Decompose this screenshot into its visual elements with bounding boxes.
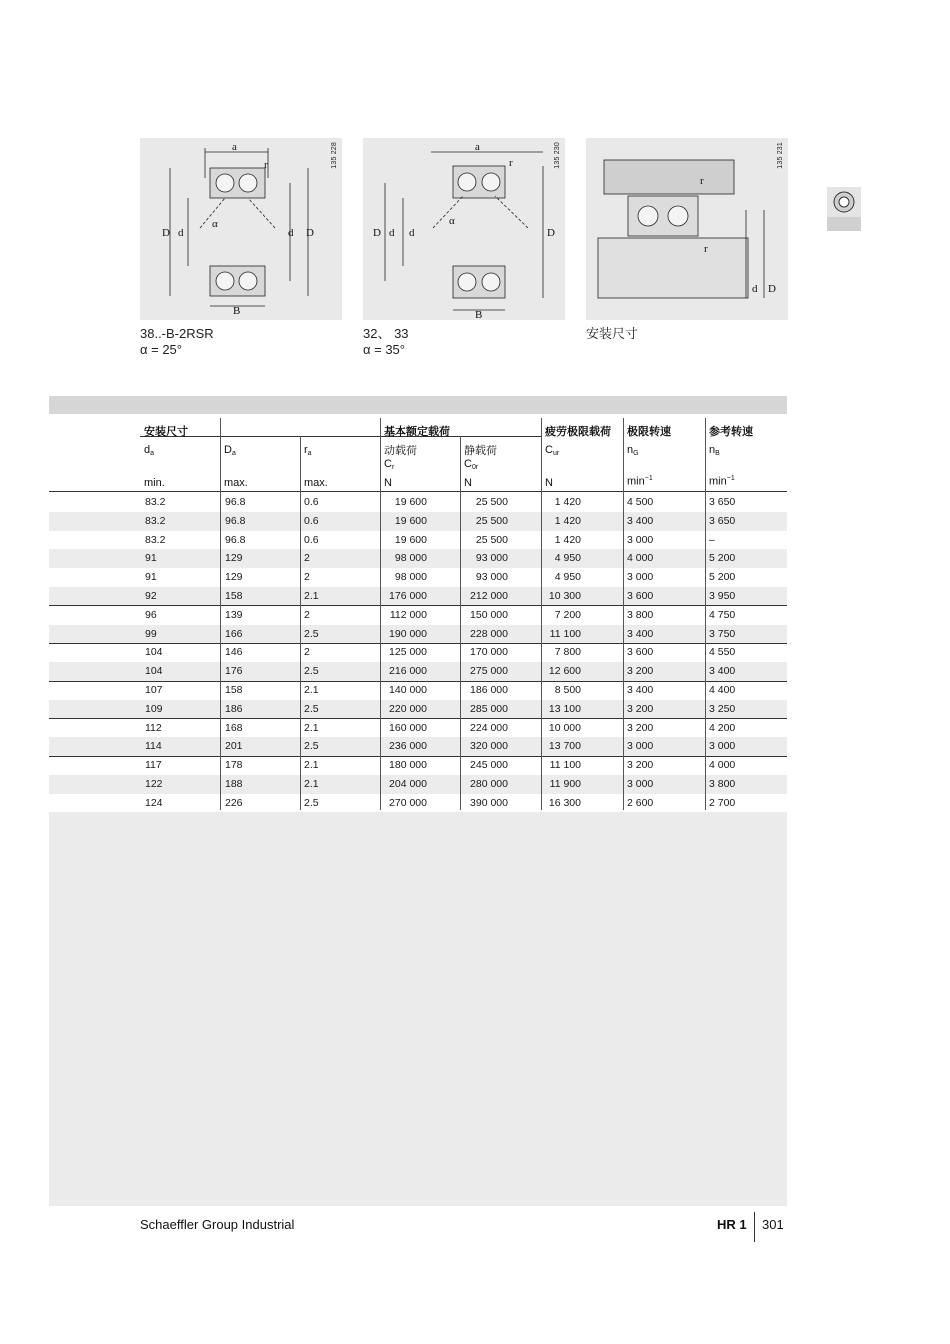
cell-cur: 1 420 xyxy=(554,496,581,508)
figure-code: 135 231 xyxy=(777,142,784,169)
cell-da: 107 xyxy=(145,684,163,696)
cell-cur: 7 800 xyxy=(554,646,581,659)
cell-da: 112 xyxy=(145,721,162,734)
cell-da: 124 xyxy=(145,796,163,809)
table-row xyxy=(49,662,787,681)
caption-type: 32、 33 xyxy=(363,326,409,341)
cell-cr: 236 000 xyxy=(389,740,427,753)
col-divider xyxy=(220,418,221,810)
col-divider xyxy=(300,436,301,810)
cell-ra: 2 xyxy=(304,571,310,584)
cell-da: 83.2 xyxy=(145,514,166,527)
cell-da: 122 xyxy=(145,778,163,790)
cell-cur: 11 100 xyxy=(549,759,581,772)
col-divider xyxy=(541,418,542,810)
table-row xyxy=(49,756,787,775)
col-ra: $r_a$ xyxy=(304,444,312,457)
cell-c0r: 170 000 xyxy=(470,646,508,659)
cell-nb: 3 000 xyxy=(709,740,736,753)
page-number: 301 xyxy=(762,1217,784,1232)
cell-cr: 176 000 xyxy=(389,590,427,602)
label-ra-top: r xyxy=(700,175,704,187)
mounting-section-svg xyxy=(586,138,788,320)
cell-ng: 3 200 xyxy=(627,702,654,715)
cell-cr: 140 000 xyxy=(389,684,427,696)
unit-ra: max. xyxy=(304,477,328,489)
cell-nb: 5 200 xyxy=(709,552,736,565)
cell-nb: 4 400 xyxy=(709,684,736,696)
col-da: $d_a$ xyxy=(144,444,155,457)
cell-da: 83.2 xyxy=(145,496,166,508)
cell-ng: 4 000 xyxy=(627,552,654,565)
cell-cur: 13 100 xyxy=(548,702,581,715)
cell-c0r: 245 000 xyxy=(470,759,508,772)
header-basic-load: 基本额定载荷 xyxy=(384,426,450,438)
col-divider xyxy=(705,418,706,810)
cell-nb: 4 000 xyxy=(709,759,736,772)
table-header xyxy=(49,418,787,492)
cell-ng: 2 600 xyxy=(627,796,654,809)
label-alpha: α xyxy=(212,218,218,230)
mounting-drawing xyxy=(586,138,788,320)
cell-cr: 125 000 xyxy=(389,646,427,659)
cell-Da: 129 xyxy=(225,571,243,584)
table-row xyxy=(49,719,787,738)
cell-ng: 3 000 xyxy=(627,778,654,790)
cell-ng: 3 200 xyxy=(627,665,654,678)
label-D: D xyxy=(547,227,555,239)
label-D2: D xyxy=(306,227,314,239)
table-row xyxy=(49,568,787,587)
cell-ng: 3 400 xyxy=(627,684,654,696)
caption-angle: α = 35° xyxy=(363,342,405,357)
header-limit-speed: 极限转速 xyxy=(627,426,671,438)
cell-ng: 3 400 xyxy=(627,514,654,527)
unit-cur: N xyxy=(545,477,553,489)
col-divider xyxy=(460,436,461,810)
table-row xyxy=(49,700,787,719)
cell-ra: 2.5 xyxy=(304,627,319,640)
label-d: d xyxy=(178,227,184,239)
cell-da: 104 xyxy=(145,665,163,678)
label-D: D xyxy=(162,227,170,239)
col-divider xyxy=(380,418,381,810)
cell-c0r: 212 000 xyxy=(470,590,508,602)
table-row xyxy=(49,512,787,531)
cell-ra: 2.5 xyxy=(304,702,319,715)
cell-nb: 3 800 xyxy=(709,778,736,790)
cell-cur: 7 200 xyxy=(554,608,581,621)
cell-ng: 3 800 xyxy=(627,608,654,621)
header-fatigue-load: 疲劳极限载荷 xyxy=(545,426,611,438)
cell-cur: 4 950 xyxy=(554,571,581,584)
cell-da: 92 xyxy=(145,590,157,602)
cell-ra: 2 xyxy=(304,608,310,621)
label-B: B xyxy=(475,309,483,320)
label-d1: d xyxy=(288,227,294,239)
cell-cr: 180 000 xyxy=(389,759,427,772)
cell-ra: 2.1 xyxy=(304,721,319,734)
cell-nb: 3 750 xyxy=(709,627,736,640)
cell-cr: 112 000 xyxy=(389,608,427,621)
cell-cr: 98 000 xyxy=(394,552,427,565)
cell-Da: 146 xyxy=(225,646,243,659)
cell-nb: 3 650 xyxy=(709,514,736,527)
cell-c0r: 93 000 xyxy=(475,552,508,565)
cell-ra: 0.6 xyxy=(304,514,319,527)
cell-Da: 158 xyxy=(225,590,243,602)
cell-Da: 201 xyxy=(225,740,243,753)
col-cur: $C_{ur}$ xyxy=(545,444,560,457)
cell-ng: 3 400 xyxy=(627,627,654,640)
table-row xyxy=(49,549,787,568)
cell-ra: 0.6 xyxy=(304,533,319,546)
cell-nb: 5 200 xyxy=(709,571,736,584)
cell-c0r: 150 000 xyxy=(470,608,508,621)
section-tab-thumbnail[interactable] xyxy=(827,187,861,231)
cell-nb: 3 250 xyxy=(709,702,736,715)
footer-separator xyxy=(754,1212,755,1242)
cell-cur: 12 600 xyxy=(548,665,581,678)
cell-ng: 3 200 xyxy=(627,759,654,772)
cell-nb: 3 950 xyxy=(709,590,736,602)
table-row xyxy=(49,606,787,625)
caption-mounting: 安装尺寸 xyxy=(586,326,639,341)
label-D1: D xyxy=(373,227,381,239)
cell-cur: 8 500 xyxy=(554,684,581,696)
cell-cr: 216 000 xyxy=(389,665,427,678)
cell-ra: 2 xyxy=(304,552,310,565)
table-row xyxy=(49,531,787,550)
unit-Da: max. xyxy=(224,477,248,489)
cell-ra: 2.1 xyxy=(304,759,319,772)
header-mount: 安装尺寸 xyxy=(144,426,188,438)
cell-ra: 2.5 xyxy=(304,740,319,753)
cell-ng: 3 200 xyxy=(627,721,654,734)
cell-cr: 220 000 xyxy=(389,702,427,715)
cell-cur: 13 700 xyxy=(548,740,581,753)
cell-Da: 96.8 xyxy=(225,533,246,546)
cell-cr: 19 600 xyxy=(394,514,427,527)
cell-Da: 188 xyxy=(225,778,243,790)
cell-cr: 19 600 xyxy=(394,533,427,546)
cell-c0r: 224 000 xyxy=(470,721,508,734)
cell-cur: 11 100 xyxy=(549,627,581,640)
unit-dynamic: N xyxy=(384,477,392,489)
cell-nb: 4 750 xyxy=(709,608,736,621)
cell-Da: 158 xyxy=(225,684,243,696)
cell-c0r: 390 000 xyxy=(470,796,508,809)
table-top-band xyxy=(49,396,787,414)
figure-caption-1 xyxy=(140,326,214,358)
cell-cur: 4 950 xyxy=(554,552,581,565)
bearing-thumbnail-icon xyxy=(827,187,861,231)
cell-cr: 19 600 xyxy=(394,496,427,508)
cell-da: 99 xyxy=(145,627,157,640)
bearing-drawing-38b2rsr xyxy=(140,138,342,320)
label-d: d xyxy=(409,227,415,239)
cell-ng: 3 000 xyxy=(627,533,654,546)
table-row xyxy=(49,775,787,794)
cell-ra: 2.1 xyxy=(304,778,319,790)
cell-da: 109 xyxy=(145,702,163,715)
cell-c0r: 275 000 xyxy=(470,665,508,678)
cell-nb: 3 650 xyxy=(709,496,736,508)
bearing-drawing-32-33 xyxy=(363,138,565,320)
bearing-section-svg xyxy=(140,138,342,320)
cell-c0r: 285 000 xyxy=(470,702,508,715)
label-r: r xyxy=(264,159,268,171)
cell-cur: 1 420 xyxy=(554,514,581,527)
cell-ng: 3 600 xyxy=(627,590,654,602)
cell-nb: – xyxy=(709,533,715,546)
cell-c0r: 228 000 xyxy=(470,627,508,640)
col-ng: $n_G$ xyxy=(627,444,639,457)
label-alpha: α xyxy=(449,215,455,227)
cell-nb: 4 550 xyxy=(709,646,736,659)
cell-nb: 4 200 xyxy=(709,721,736,734)
cell-cur: 10 000 xyxy=(548,721,581,734)
cell-ng: 3 000 xyxy=(627,740,654,753)
cell-Da: 96.8 xyxy=(225,514,246,527)
label-B: B xyxy=(233,305,241,317)
cell-ra: 0.6 xyxy=(304,496,319,508)
cell-Da: 176 xyxy=(225,665,243,678)
cell-Da: 139 xyxy=(225,608,243,621)
label-Da: D xyxy=(768,283,776,295)
cell-ra: 2 xyxy=(304,646,310,659)
cell-Da: 226 xyxy=(225,796,243,809)
col-dynamic: 动载荷 $C_r$ xyxy=(384,445,417,471)
col-divider xyxy=(623,418,624,810)
cell-cr: 190 000 xyxy=(389,627,427,640)
cell-c0r: 25 500 xyxy=(475,496,508,508)
cell-Da: 129 xyxy=(225,552,243,565)
cell-da: 104 xyxy=(145,646,163,659)
header-bottom-rule xyxy=(49,491,787,492)
empty-table-area xyxy=(49,812,787,1206)
cell-da: 83.2 xyxy=(145,533,166,546)
header-ref-speed: 参考转速 xyxy=(709,426,753,438)
label-ra-bottom: r xyxy=(704,243,708,255)
label-da: d xyxy=(752,283,758,295)
cell-cr: 160 000 xyxy=(389,721,427,734)
table-row xyxy=(49,681,787,700)
cell-da: 91 xyxy=(145,552,157,565)
cell-cur: 11 900 xyxy=(549,778,581,790)
figure-caption-2 xyxy=(363,326,409,358)
cell-Da: 186 xyxy=(225,702,243,715)
cell-cr: 98 000 xyxy=(394,571,427,584)
cell-Da: 96.8 xyxy=(225,496,246,508)
cell-ng: 4 500 xyxy=(627,496,654,508)
figure-caption-3 xyxy=(586,326,638,342)
cell-cur: 16 300 xyxy=(548,796,581,809)
footer-catalog: HR 1 xyxy=(717,1217,747,1232)
cell-nb: 2 700 xyxy=(709,796,736,809)
cell-c0r: 25 500 xyxy=(475,514,508,527)
cell-ng: 3 000 xyxy=(627,571,654,584)
cell-cr: 204 000 xyxy=(389,778,427,790)
cell-cur: 10 300 xyxy=(548,590,581,602)
cell-da: 96 xyxy=(145,608,157,621)
label-a: a xyxy=(475,141,480,153)
unit-da: min. xyxy=(144,477,165,489)
caption-angle: α = 25° xyxy=(140,342,182,357)
unit-nb: $\min^{-1}$ xyxy=(709,475,735,488)
table-row xyxy=(49,643,787,662)
unit-ng: $\min^{-1}$ xyxy=(627,475,653,488)
cell-nb: 3 400 xyxy=(709,665,736,678)
cell-c0r: 186 000 xyxy=(470,684,508,696)
table-row xyxy=(49,625,787,644)
label-r: r xyxy=(509,157,513,169)
col-Da: $D_a$ xyxy=(224,444,236,457)
table-row xyxy=(49,794,787,813)
table-row xyxy=(49,587,787,606)
cell-da: 117 xyxy=(145,759,162,772)
cell-ra: 2.5 xyxy=(304,796,319,809)
cell-ra: 2.1 xyxy=(304,590,319,602)
cell-c0r: 320 000 xyxy=(470,740,508,753)
cell-ra: 2.5 xyxy=(304,665,319,678)
label-d1: d xyxy=(389,227,395,239)
cell-da: 91 xyxy=(145,571,157,584)
unit-static: N xyxy=(464,477,472,489)
cell-ra: 2.1 xyxy=(304,684,319,696)
cell-Da: 178 xyxy=(225,759,243,772)
figure-code: 135 228 xyxy=(331,142,338,169)
cell-c0r: 25 500 xyxy=(475,533,508,546)
cell-da: 114 xyxy=(145,740,162,753)
cell-Da: 166 xyxy=(225,627,243,640)
table-row xyxy=(49,493,787,512)
figure-code: 135 230 xyxy=(554,142,561,169)
cell-ng: 3 600 xyxy=(627,646,654,659)
cell-Da: 168 xyxy=(225,721,243,734)
cell-c0r: 93 000 xyxy=(475,571,508,584)
cell-c0r: 280 000 xyxy=(470,778,508,790)
col-nb: $n_B$ xyxy=(709,444,720,457)
label-a: a xyxy=(232,141,237,153)
col-static: 静载荷 $C_{0r}$ xyxy=(464,445,497,471)
caption-type: 38..-B-2RSR xyxy=(140,326,214,341)
footer-company: Schaeffler Group Industrial xyxy=(140,1217,295,1232)
bearing-section-svg xyxy=(363,138,565,320)
cell-cur: 1 420 xyxy=(554,533,581,546)
cell-cr: 270 000 xyxy=(389,796,427,809)
table-row xyxy=(49,737,787,756)
